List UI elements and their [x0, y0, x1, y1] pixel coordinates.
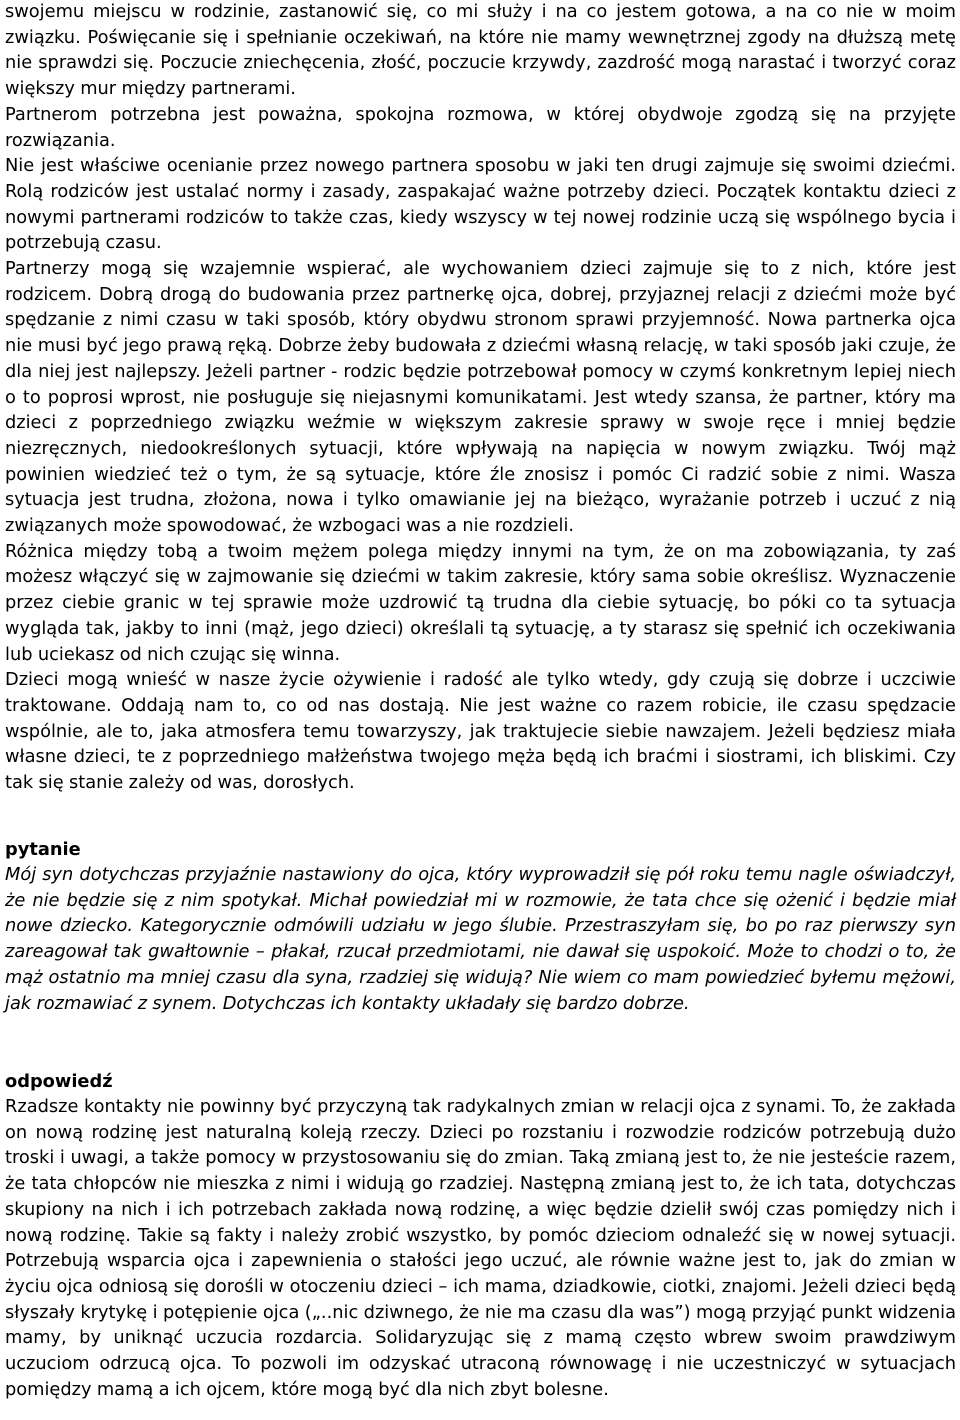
question-section — [5, 862, 956, 1016]
answer-text: Rzadsze kontakty nie powinny być przyczyną tak radykalnych zmian w relacji ojca z synami. To, że zakłada on nową rodzinę jest naturalną koleją rzeczy. Dzieci po rozstaniu i rozwodzie rodziców potrzebują dużo troski i uwagi, a także pomocy w przystosowaniu się do zmian. Taką zmianą jest to, że nie jesteście razem, że tata chłopców nie mieszka z nimi i widują go rzadziej. Następną zmianą jest to, że ich tata, dotychczas skupiony na nich i ich potrzebach zakłada nową rodzinę, a więc będzie dzielił swój czas pomiędzy nich i nową rodzinę. Takie są fakty i należy zrobić wszystko, by pomóc dzieciom odnaleźć się w nowej sytuacji. Potrzebują wsparcia ojca i zapewnienia o stałości jego uczuć, ale równie ważne jest to, jak do zmian w życiu ojca odniosą się dorośli w otoczeniu dzieci – ich mama, dziadkowie, ciotki, znajomi. Jeżeli dzieci będą słyszały krytykę i potępienie ojca („..nic dziwnego, że nie ma czasu dla was”) mogą przyjąć punkt widzenia mamy, by uniknąć uczucia rozdarcia. Solidaryzując się z mamą często wbrew swoim prawdziwym uczuciom odrzucą ojca. To pozwoli im odzyskać utraconą równowagę i nie uczestniczyć w sytuacjach pomiędzy mamą a ich ojcem, które mogą być dla nich zbyt bolesne. — [5, 1096, 956, 1400]
paragraph: Partnerzy mogą się wzajemnie wspierać, ale wychowaniem dzieci zajmuje się to z nich, które jest rodzicem. Dobrą drogą do budowania przez partnerkę ojca, dobrej, przyjaznej relacji z dziećmi może być spędzanie z nimi czasu w taki sposób, który obydwu stronom sprawi przyjemność. Nowa partnerka ojca nie musi być jego prawą ręką. Dobrze żeby budowała z dziećmi własną relację, w taki sposób jaki czuje, że dla niej jest najlepszy. Jeżeli partner - rodzic będzie potrzebował pomocy w czymś konkretnym lepiej niech o to poprosi wprost, nie posługuje się niejasnymi komunikatami. Jest wtedy szansa, że partner, który ma dzieci z poprzedniego związku weźmie w większym zakresie sprawy w swoje ręce i mniej będzie niezręcznych, niedookreślonych sytuacji, które wpływają na napięcia w nowym związku. Twój mąż powinien wiedzieć też o tym, że są sytuacje, które źle znosisz i pomóc Ci radzić sobie z nimi. Wasza sytuacja jest trudna, złożona, nowa i tylko omawianie jej na bieżąco, wyrażanie potrzeb i uczuć z nią związanych może spowodować, że wzbogaci was a nie rozdzieli. — [5, 258, 956, 537]
question-heading: pytanie — [5, 839, 81, 860]
paragraph: Partnerom potrzebna jest poważna, spokojna rozmowa, w której obydwoje zgodzą się na przyjęte rozwiązania. — [5, 103, 956, 151]
answer-heading: odpowiedź — [5, 1071, 113, 1092]
paragraph: swojemu miejscu w rodzinie, zastanowić się, co mi służy i na co jestem gotowa, a na co nie w moim związku. Poświęcanie się i spełnianie oczekiwań, na które nie mamy wewnętrznej zgody na dłuższą metę nie sprawdzi się. Poczucie zniechęcenia, złość, poczucie krzywdy, zazdrość mogą narastać i tworzyć coraz większy mur między partnerami. — [5, 1, 956, 100]
paragraph: Różnica między tobą a twoim mężem polega między innymi na tym, że on ma zobowiązania, ty zaś możesz włączyć się w zajmowanie się dziećmi w takim zakresie, który sama sobie określisz. Wyznaczenie przez ciebie granic w tej sprawie może uzdrowić tą trudna dla ciebie sytuację, bo póki co ta sytuacja wygląda tak, jakby to inni (mąż, jego dzieci) określali tą sytuację, a ty starasz się spełnić ich oczekiwania lub uciekasz od nich czując się winna. — [5, 540, 956, 665]
intro-section — [5, 0, 956, 796]
paragraph: Dzieci mogą wnieść w nasze życie ożywienie i radość ale tylko wtedy, gdy czują się dobrze i uczciwie traktowane. Oddają nam to, co od nas dostają. Nie jest ważne co razem robicie, ile czasu spędzacie wspólnie, ale to, jaka atmosfera temu towarzyszy, jak traktujecie siebie nawzajem. Jeżeli będziesz miała własne dzieci, te z poprzedniego małżeństwa twojego męża będą ich braćmi i siostrami, ich bliskimi. Czy tak się stanie zależy od was, dorosłych. — [5, 669, 956, 794]
answer-section — [5, 1094, 956, 1402]
paragraph: Nie jest właściwe ocenianie przez nowego partnera sposobu w jaki ten drugi zajmuje się swoimi dziećmi. Rolą rodziców jest ustalać normy i zasady, zaspakajać ważne potrzeby dzieci. Początek kontaktu dzieci z nowymi partnerami rodziców to także czas, kiedy wszyscy w tej nowej rodzinie uczą się wspólnego bycia i potrzebują czasu. — [5, 155, 956, 254]
question-text: Mój syn dotychczas przyjaźnie nastawiony do ojca, który wyprowadził się pół roku temu nagle oświadczył, że nie będzie się z nim spotykał. Michał powiedział mi w rozmowie, że tata chce się ożenić i będzie miał nowe dziecko. Kategorycznie odmówili udziału w jego ślubie. Przestraszyłam się, bo po raz pierwszy syn zareagował tak gwałtownie – płakał, rzucał przedmiotami, nie dawał się uspokoić. Może to chodzi o to, że mąż ostatnio ma mniej czasu dla syna, rzadziej się widują? Nie wiem co mam powiedzieć byłemu mężowi, jak rozmawiać z synem. Dotychczas ich kontakty układały się bardzo dobrze. — [5, 864, 956, 1014]
